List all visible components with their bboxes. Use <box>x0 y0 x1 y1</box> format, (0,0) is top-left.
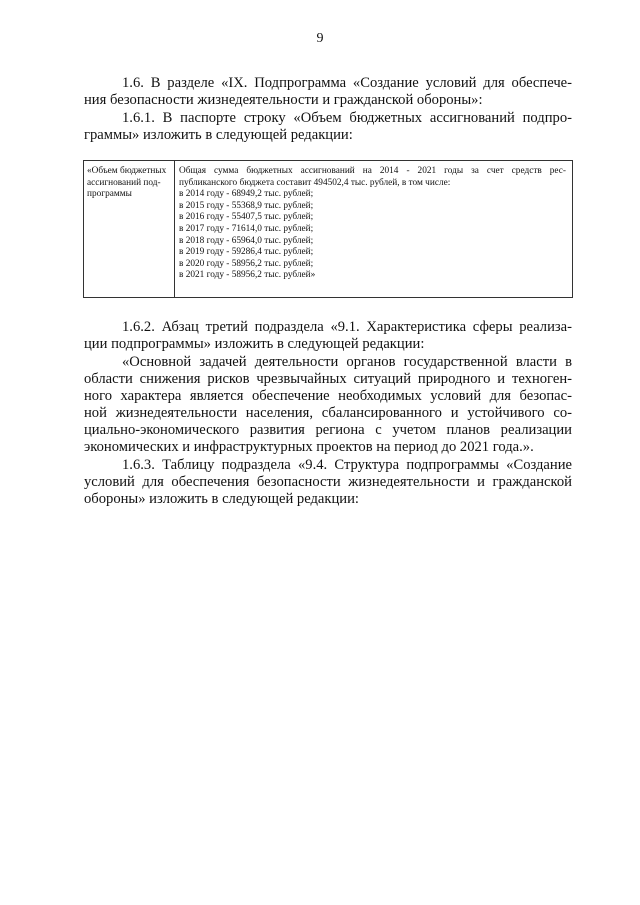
text-line: экономических и инфраструктурных проектов на период до 2021 года.». <box>84 439 534 455</box>
funding-2015: в 2015 году - 55368,9 тыс. рублей; <box>179 200 314 211</box>
text-line: 1.6.3. Таблицу подраздела «9.4. Структура подпрограммы «Создание <box>122 457 572 473</box>
page-number: 9 <box>316 31 324 46</box>
text-line: ассигнований под- <box>87 177 161 188</box>
text-line: циально-экономического развития региона с учетом планов реализации <box>84 422 572 438</box>
passport-row-value <box>175 161 572 297</box>
text-line: области снижения рисков чрезвычайных ситуаций природного и техноген- <box>84 371 572 387</box>
funding-2020: в 2020 году - 58956,2 тыс. рублей; <box>179 258 314 269</box>
text-line: ной жизнедеятельности населения, сбалансированного и устойчивого со- <box>84 405 572 421</box>
paragraph-1-6 <box>84 75 572 109</box>
passport-table <box>83 160 573 298</box>
funding-2021: в 2021 году - 58956,2 тыс. рублей» <box>179 270 316 281</box>
funding-2017: в 2017 году - 71614,0 тыс. рублей; <box>179 223 314 234</box>
quoted-paragraph <box>84 354 572 456</box>
paragraph-1-6-2 <box>84 319 572 353</box>
text-line: обороны» изложить в следующей редакции: <box>84 491 359 507</box>
funding-2016: в 2016 году - 55407,5 тыс. рублей; <box>179 212 314 223</box>
text-line: публиканского бюджета составит 494502,4 тыс. рублей, в том числе: <box>179 177 451 188</box>
text-line: Общая сумма бюджетных ассигнований на 2014 - 2021 годы за счет средств рес- <box>179 166 566 176</box>
paragraph-1-6-3 <box>84 457 572 508</box>
text-line: 1.6. В разделе «IX. Подпрограмма «Создание условий для обеспече- <box>122 75 572 91</box>
text-line: условий для обеспечения безопасности жизнедеятельности и гражданской <box>84 474 572 490</box>
text-line: программы <box>87 189 132 199</box>
text-line: «Основной задачей деятельности органов государственной власти в <box>122 354 572 370</box>
paragraph-1-6-1 <box>84 110 572 144</box>
text-line: ного характера является обеспечение необходимых условий для безопас- <box>84 388 572 404</box>
text-line: ния безопасности жизнедеятельности и гражданской обороны»: <box>84 92 483 108</box>
text-line: 1.6.2. Абзац третий подраздела «9.1. Характеристика сферы реализа- <box>122 319 572 335</box>
funding-2018: в 2018 году - 65964,0 тыс. рублей; <box>179 235 314 246</box>
text-line: ции подпрограммы» изложить в следующей редакции: <box>84 336 425 352</box>
text-line: 1.6.1. В паспорте строку «Объем бюджетных ассигнований подпро- <box>122 110 572 126</box>
passport-row-label <box>84 161 175 297</box>
text-line: «Объем бюджетных <box>87 166 167 176</box>
text-line: граммы» изложить в следующей редакции: <box>84 127 353 143</box>
funding-2014: в 2014 году - 68949,2 тыс. рублей; <box>179 189 314 200</box>
funding-2019: в 2019 году - 59286,4 тыс. рублей; <box>179 247 314 258</box>
